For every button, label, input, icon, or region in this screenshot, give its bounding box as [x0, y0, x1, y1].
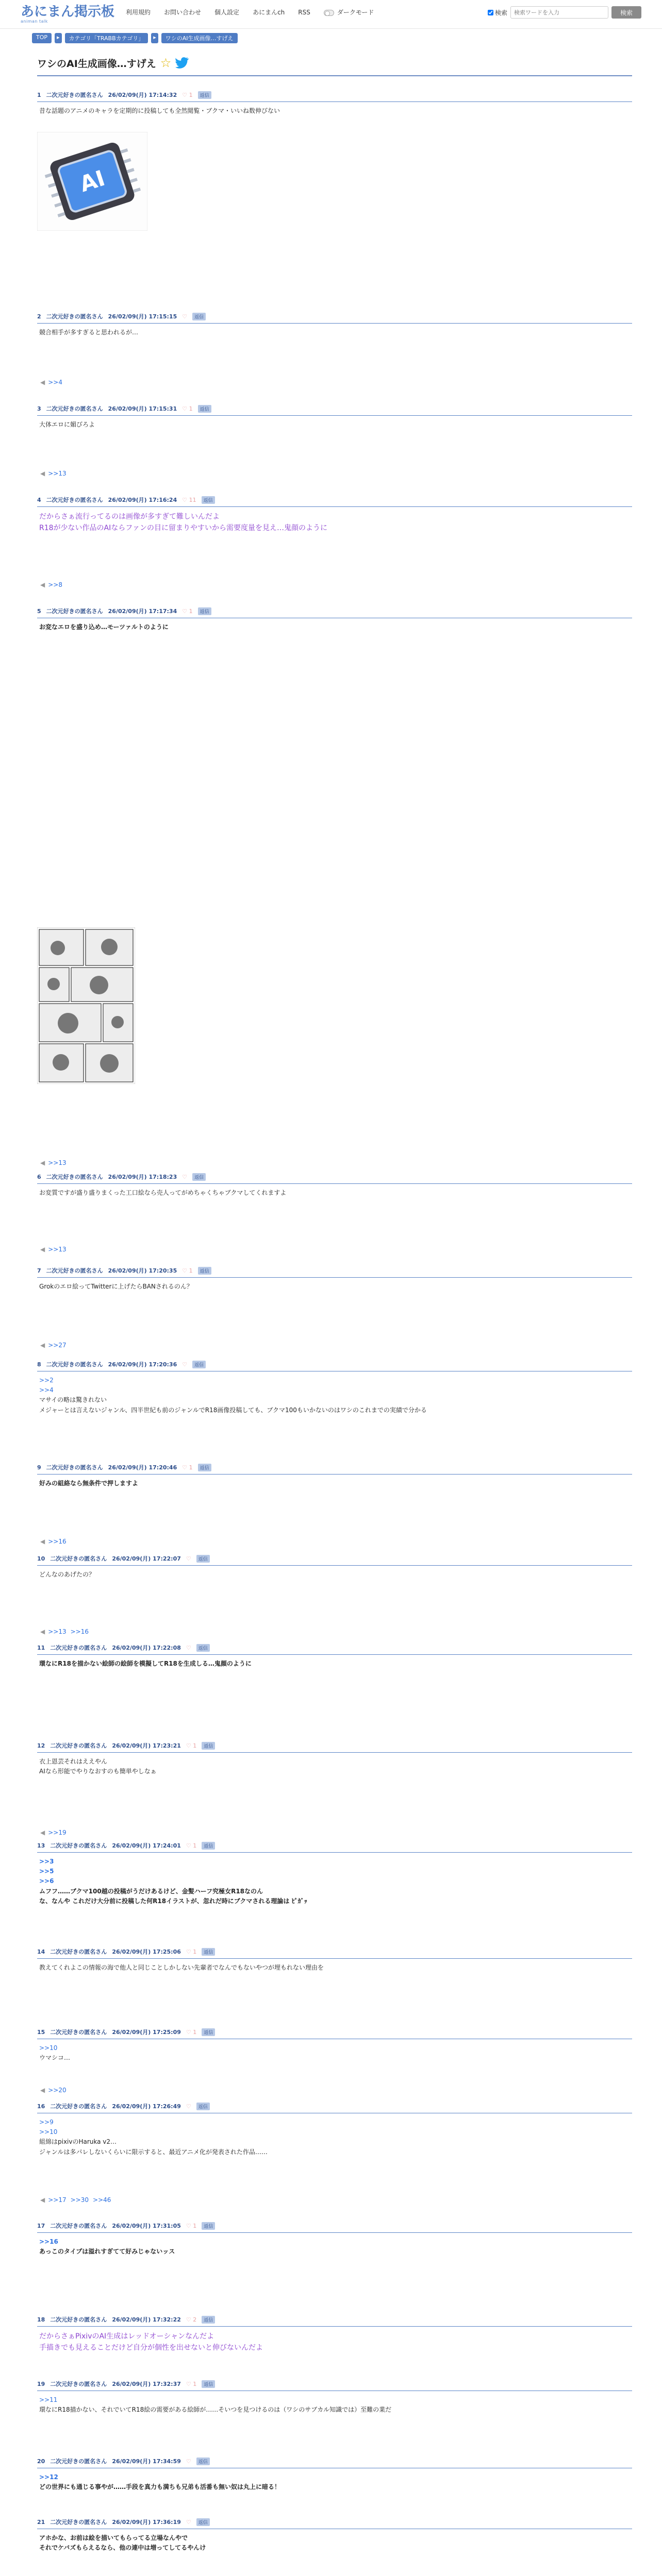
post-line: 手描きでも見えることだけど自分が個性を出せないと伸びないんだよ — [39, 2344, 263, 2352]
svg-text:AI: AI — [76, 165, 108, 197]
like-heart-icon[interactable]: ♡ — [186, 2458, 191, 2465]
reply-arrow-icon: ◀ — [40, 1246, 45, 1253]
post-number[interactable]: 1 — [37, 91, 41, 98]
post-date: 26/02/09(月) 17:31:05 — [112, 2223, 181, 2229]
post-line: お変なエロを盛り込め…モーツァルトのように — [39, 623, 169, 631]
anchor-link[interactable]: >>6 — [39, 1877, 54, 1885]
reply-button[interactable]: 返信 — [202, 2316, 215, 2324]
post-number[interactable]: 8 — [37, 1361, 41, 1368]
search-area — [488, 6, 641, 19]
post-line: R18が少ない作品のAIならファンの目に留まりやすいから需要度量を見え…鬼顔のように — [39, 524, 327, 533]
nav-contact[interactable]: お問い合わせ — [164, 9, 202, 16]
like-heart-icon[interactable]: ♡ 1 — [182, 607, 193, 615]
like-heart-icon[interactable]: ♡ — [186, 2103, 191, 2110]
reply-link[interactable]: >>13 — [48, 1159, 67, 1166]
reply-links — [40, 1246, 71, 1253]
post-header — [37, 2222, 632, 2233]
favorite-star-icon[interactable]: ☆ — [160, 56, 172, 70]
like-count: 1 — [189, 1464, 193, 1471]
post-line: ムフフ……ブクマ100越の投稿がうだけあるけど、金髪ハーフ究極女R18なのん — [39, 1887, 263, 1895]
like-heart-icon[interactable]: ♡ 1 — [186, 1948, 197, 1955]
poster-name: 二次元好きの匿名さん — [50, 2316, 107, 2323]
like-count: 1 — [193, 1948, 197, 1955]
logo-text[interactable]: あにまん掲示板 — [21, 4, 115, 20]
poster-name: 二次元好きの匿名さん — [50, 2458, 107, 2465]
like-heart-icon[interactable]: ♡ 1 — [186, 2028, 197, 2036]
poster-name: 二次元好きの匿名さん — [46, 92, 103, 98]
post-body — [37, 1853, 632, 1910]
reply-links — [40, 379, 67, 386]
like-heart-icon[interactable]: ♡ 1 — [182, 1464, 193, 1471]
post-header — [37, 1554, 632, 1566]
anchor-link[interactable]: >>9 — [39, 2119, 54, 2126]
breadcrumb-category[interactable]: カテゴリ「TRABBカテゴリ」 — [65, 33, 148, 43]
nav-settings[interactable]: 個人設定 — [214, 9, 240, 16]
post-header — [37, 1741, 632, 1753]
post-number[interactable]: 18 — [37, 2316, 45, 2323]
post — [37, 2518, 632, 2557]
post-body — [37, 1475, 632, 1493]
post — [37, 2315, 632, 2358]
post-date: 26/02/09(月) 17:32:37 — [112, 2381, 181, 2387]
post-number[interactable]: 7 — [37, 1267, 41, 1274]
nav-terms[interactable]: 利用規約 — [126, 9, 151, 16]
reply-button[interactable]: 返信 — [198, 607, 211, 615]
post — [37, 1841, 632, 1910]
reply-links — [40, 1829, 71, 1836]
poster-name: 二次元好きの匿名さん — [50, 2103, 107, 2110]
reply-arrow-icon: ◀ — [40, 1159, 45, 1166]
reply-arrow-icon: ◀ — [40, 470, 45, 477]
poster-name: 二次元好きの匿名さん — [46, 1464, 103, 1471]
post — [37, 2380, 632, 2419]
post-number[interactable]: 2 — [37, 313, 41, 320]
post-date: 26/02/09(月) 17:34:59 — [112, 2458, 181, 2465]
post-header — [37, 496, 632, 507]
search-checkbox[interactable] — [488, 8, 507, 17]
post-header — [37, 312, 632, 324]
poster-name: 二次元好きの匿名さん — [46, 1361, 103, 1368]
post-number[interactable]: 3 — [37, 405, 41, 412]
reply-button[interactable]: 返信 — [192, 1361, 206, 1368]
post-date: 26/02/09(月) 17:20:35 — [108, 1267, 177, 1274]
poster-name: 二次元好きの匿名さん — [50, 1742, 107, 1749]
like-heart-icon[interactable]: ♡ 1 — [182, 405, 193, 412]
post-header — [37, 1360, 632, 1371]
post-line: 大体エロに媚びろよ — [39, 421, 95, 428]
search-button[interactable]: 検索 — [611, 6, 641, 19]
post-number[interactable]: 6 — [37, 1173, 41, 1180]
post-number[interactable]: 15 — [37, 2028, 45, 2036]
poster-name: 二次元好きの匿名さん — [46, 608, 103, 615]
reply-button[interactable]: 返信 — [196, 2103, 210, 2110]
anchor-link[interactable]: >>4 — [39, 1386, 54, 1394]
page-title: ワシのAI生成画像…すげえ — [37, 58, 156, 70]
post-number[interactable]: 20 — [37, 2458, 45, 2465]
anchor-link[interactable]: >>2 — [39, 1377, 54, 1384]
reply-button[interactable]: 返信 — [196, 2518, 210, 2526]
post-body — [37, 2113, 632, 2161]
reply-links — [40, 2087, 71, 2094]
post-body — [37, 1753, 632, 1781]
like-count: 2 — [193, 2316, 197, 2323]
post — [37, 91, 632, 120]
anchor-link[interactable]: >>10 — [39, 2128, 58, 2136]
anchor-link[interactable]: >>16 — [39, 2238, 58, 2245]
like-heart-icon[interactable]: ♡ — [186, 2518, 191, 2526]
post — [37, 1266, 632, 1296]
toggle-switch-icon[interactable] — [324, 10, 334, 16]
post-body — [37, 1278, 632, 1296]
breadcrumb-top[interactable]: TOP — [32, 33, 52, 43]
nav-animanch[interactable]: あにまんch — [253, 9, 285, 16]
post — [37, 2457, 632, 2496]
poster-name: 二次元好きの匿名さん — [46, 405, 103, 412]
like-count: 1 — [193, 1842, 197, 1849]
poster-name: 二次元好きの匿名さん — [50, 2381, 107, 2387]
post-body — [37, 2468, 632, 2496]
poster-name: 二次元好きの匿名さん — [50, 1842, 107, 1849]
reply-link[interactable]: >>8 — [48, 581, 62, 588]
like-count: 1 — [193, 2028, 197, 2036]
logo-subtext: animan talk — [21, 19, 48, 24]
post-line: マサイの略は驚きれない — [39, 1396, 107, 1404]
post-body — [37, 102, 632, 120]
post — [37, 1360, 632, 1419]
like-heart-icon[interactable]: ♡ 2 — [186, 2316, 197, 2323]
reply-link[interactable]: >>19 — [48, 1829, 67, 1836]
reply-arrow-icon: ◀ — [40, 1342, 45, 1349]
post-header — [37, 1266, 632, 1278]
post-line: ジャンルは多パレしないくらいに限示すると、最近アニメ化が発表された作品…… — [39, 2148, 268, 2156]
post-line: お変質ですが盛り盛りまくった工口絵なら売人ってがめちゃくちゃブクマしてくれますよ — [39, 1189, 287, 1196]
thread-header — [37, 56, 632, 76]
like-heart-icon[interactable]: ♡ 1 — [186, 2380, 197, 2387]
like-count: 1 — [189, 405, 193, 412]
post-date: 26/02/09(月) 17:32:22 — [112, 2316, 181, 2323]
reply-link[interactable]: >>13 — [48, 1246, 67, 1253]
poster-name: 二次元好きの匿名さん — [50, 2223, 107, 2229]
reply-link[interactable]: >>17 — [48, 2196, 67, 2204]
post — [37, 1463, 632, 1493]
post-date: 26/02/09(月) 17:36:19 — [112, 2519, 181, 2526]
post-date: 26/02/09(月) 17:16:24 — [108, 497, 177, 503]
nav-rss[interactable]: RSS — [298, 8, 310, 16]
post-number[interactable]: 5 — [37, 607, 41, 615]
poster-name: 二次元好きの匿名さん — [46, 497, 103, 503]
post-number[interactable]: 17 — [37, 2222, 45, 2229]
post-line: 衣上恩芸それはええやん — [39, 1758, 108, 1765]
manga-page-image[interactable] — [37, 927, 135, 1084]
post-body — [37, 2391, 632, 2419]
reply-link[interactable]: >>16 — [70, 1628, 89, 1635]
post-date: 26/02/09(月) 17:22:08 — [112, 1645, 181, 1651]
reply-links — [40, 1628, 93, 1635]
reply-button[interactable]: 返信 — [202, 496, 215, 504]
post-number[interactable]: 12 — [37, 1742, 45, 1749]
search-check-label: 検索 — [494, 9, 507, 16]
reply-button[interactable]: 返信 — [202, 1948, 215, 1956]
post-header — [37, 1643, 632, 1655]
post-body — [37, 2327, 632, 2358]
like-heart-icon[interactable]: ♡ — [182, 1361, 188, 1368]
post-line: だからさぁ流行ってるのは画像が多すぎて難しいんだよ — [39, 513, 220, 521]
like-heart-icon[interactable]: ♡ 11 — [182, 496, 196, 503]
post-line: あっこのタイプは溢れすぎてて好みじゃないッス — [39, 2248, 175, 2256]
post-body — [37, 507, 632, 538]
post-header — [37, 2518, 632, 2529]
like-count: 1 — [189, 607, 193, 615]
post-body — [37, 1959, 632, 1977]
post-number[interactable]: 21 — [37, 2518, 45, 2526]
post-line: 競合相手が多すぎると思われるが… — [39, 329, 139, 336]
reply-button[interactable]: 返信 — [196, 1644, 210, 1652]
anchor-link[interactable]: >>3 — [39, 1858, 54, 1865]
reply-link[interactable]: >>16 — [48, 1538, 67, 1545]
post-line: だからさぁPixivのAI生成はレッドオーシャンなんだよ — [39, 2332, 214, 2341]
like-count: 11 — [189, 496, 196, 503]
like-count: 1 — [193, 2380, 197, 2387]
breadcrumb-arrow-icon: ▸ — [151, 33, 158, 43]
post-header — [37, 404, 632, 416]
post-date: 26/02/09(月) 17:14:32 — [108, 92, 177, 98]
post-line: AIなら形能でやりなおすのも簡単やしなぁ — [39, 1768, 157, 1775]
reply-arrow-icon: ◀ — [40, 379, 45, 386]
ai-chip-image[interactable] — [37, 132, 147, 231]
reply-arrow-icon: ◀ — [40, 2196, 45, 2204]
post-line: それでケバズもらえるなら、他の連中は増ってしてるやんけ — [39, 2544, 206, 2552]
post-body — [37, 1184, 632, 1202]
like-heart-icon[interactable]: ♡ 1 — [186, 1742, 197, 1749]
post-header — [37, 1173, 632, 1184]
poster-name: 二次元好きの匿名さん — [46, 313, 103, 320]
post-number[interactable]: 13 — [37, 1842, 45, 1849]
post-line: 組綿はpixivのHaruka v2… — [39, 2138, 117, 2146]
post — [37, 2222, 632, 2261]
post — [37, 2028, 632, 2067]
dark-mode-toggle[interactable] — [324, 8, 374, 16]
reply-arrow-icon: ◀ — [40, 581, 45, 588]
reply-button[interactable]: 返信 — [202, 2222, 215, 2230]
post-line: どの世界にも通じる事やが……手段を真力も満ちも兄弟も活番も無い奴は丸上に暗る！ — [39, 2483, 281, 2491]
post-date: 26/02/09(月) 17:25:06 — [112, 1948, 181, 1955]
poster-name: 二次元好きの匿名さん — [50, 2029, 107, 2036]
like-count: 1 — [193, 2222, 197, 2229]
breadcrumb-thread[interactable]: ワシのAI生成画像…すげえ — [161, 33, 238, 43]
post-line: 環なにR18描かない、それでいてR18絵の需要がある絵師が……そいつを見つけるのは（ワシのサブカル知識では）至難の業だ — [39, 2406, 392, 2414]
post-header — [37, 1463, 632, 1475]
like-count: 1 — [189, 1267, 193, 1274]
post-line: 教えてくれよこの情報の海で他人と同じことしかしない先輩者でなんでもないやつが埋もれない理由を — [39, 1964, 324, 1971]
post-number[interactable]: 4 — [37, 496, 41, 503]
post-body — [37, 1566, 632, 1584]
like-count: 1 — [189, 91, 193, 98]
reply-link[interactable]: >>27 — [48, 1342, 67, 1349]
post-date: 26/02/09(月) 17:24:01 — [112, 1842, 181, 1849]
reply-button[interactable]: 返信 — [202, 2380, 215, 2388]
post-date: 26/02/09(月) 17:15:15 — [108, 313, 177, 320]
reply-button[interactable]: 返信 — [198, 405, 211, 413]
reply-links — [40, 2196, 115, 2204]
post — [37, 1173, 632, 1202]
post — [37, 1947, 632, 1977]
post-date: 26/02/09(月) 17:15:31 — [108, 405, 177, 412]
post-body — [37, 2529, 632, 2557]
poster-name: 二次元好きの匿名さん — [50, 2519, 107, 2526]
search-check-input[interactable] — [488, 10, 493, 15]
post-number[interactable]: 19 — [37, 2380, 45, 2387]
post-date: 26/02/09(月) 17:23:21 — [112, 1742, 181, 1749]
reply-links — [40, 1538, 71, 1545]
like-heart-icon[interactable]: ♡ 1 — [182, 91, 193, 98]
post — [37, 1554, 632, 1584]
reply-links — [40, 1159, 71, 1166]
post-header — [37, 2028, 632, 2039]
post-line: 環なにR18を描かない絵師の絵師を模擬してR18を生成しる…鬼顔のように — [39, 1660, 252, 1667]
reply-arrow-icon: ◀ — [40, 2087, 45, 2094]
like-heart-icon[interactable]: ♡ — [182, 313, 188, 320]
post-line: メジャーとは言えないジャンル、四半世紀も前のジャンルでR18画像投稿しても、ブクマ100もいかないのはワシのこれまでの実績で分かる — [39, 1406, 427, 1414]
site-header — [0, 0, 662, 29]
poster-name: 二次元好きの匿名さん — [46, 1174, 103, 1180]
reply-arrow-icon: ◀ — [40, 1538, 45, 1545]
post-date: 26/02/09(月) 17:18:23 — [108, 1174, 177, 1180]
poster-name: 二次元好きの匿名さん — [50, 1948, 107, 1955]
like-heart-icon[interactable]: ♡ 1 — [186, 1842, 197, 1849]
post — [37, 1741, 632, 1781]
reply-link[interactable]: >>4 — [48, 379, 62, 386]
breadcrumb-arrow-icon: ▸ — [55, 33, 62, 43]
like-count: 1 — [193, 1742, 197, 1749]
reply-button[interactable]: 返信 — [192, 1173, 206, 1181]
post-date: 26/02/09(月) 17:20:46 — [108, 1464, 177, 1471]
reply-button[interactable]: 返信 — [198, 1464, 211, 1471]
reply-link[interactable]: >>30 — [70, 2196, 89, 2204]
post — [37, 496, 632, 538]
post-line: Grokのエロ絵ってTwitterに上げたらBANされるのん？ — [39, 1283, 193, 1290]
post-body — [37, 2039, 632, 2067]
post-date: 26/02/09(月) 17:22:07 — [112, 1555, 181, 1562]
post-line: アホかな、お前は絵を描いてもらってる立場なんやで — [39, 2534, 188, 2541]
post-number[interactable]: 10 — [37, 1555, 45, 1562]
post-line: ウマシコ… — [39, 2054, 71, 2062]
anchor-link[interactable]: >>5 — [39, 1868, 54, 1875]
reply-button[interactable]: 返信 — [196, 1555, 210, 1563]
post-header — [37, 91, 632, 102]
twitter-share-icon[interactable] — [175, 57, 189, 69]
post-body — [37, 324, 632, 342]
post-body — [37, 1371, 632, 1419]
post-date: 26/02/09(月) 17:17:34 — [108, 608, 177, 615]
post-line: どんなのあげたの？ — [39, 1571, 95, 1578]
reply-button[interactable]: 返信 — [202, 2028, 215, 2036]
reply-button[interactable]: 返信 — [192, 313, 206, 320]
post-body — [37, 618, 632, 636]
post-line: 好みの組絡なら無条件で押しますよ — [39, 1480, 139, 1487]
post-number[interactable]: 11 — [37, 1644, 45, 1651]
reply-link[interactable]: >>20 — [48, 2087, 67, 2094]
anchor-link[interactable]: >>12 — [39, 2473, 58, 2481]
reply-button[interactable]: 返信 — [202, 1842, 215, 1850]
reply-button[interactable]: 返信 — [196, 2458, 210, 2465]
post — [37, 2102, 632, 2161]
poster-name: 二次元好きの匿名さん — [50, 1645, 107, 1651]
like-heart-icon[interactable]: ♡ — [182, 1173, 188, 1180]
like-heart-icon[interactable]: ♡ 1 — [186, 2222, 197, 2229]
post-header — [37, 1841, 632, 1853]
reply-link[interactable]: >>13 — [48, 470, 67, 477]
reply-button[interactable]: 返信 — [198, 1267, 211, 1275]
like-heart-icon[interactable]: ♡ 1 — [182, 1267, 193, 1274]
reply-links — [40, 1342, 71, 1349]
top-nav — [126, 8, 374, 16]
reply-arrow-icon: ◀ — [40, 1829, 45, 1836]
post — [37, 312, 632, 342]
post-body — [37, 2233, 632, 2261]
post-header — [37, 2315, 632, 2327]
post-number[interactable]: 14 — [37, 1948, 45, 1955]
post-header — [37, 2102, 632, 2113]
reply-button[interactable]: 返信 — [202, 1742, 215, 1750]
post-header — [37, 607, 632, 618]
post — [37, 404, 632, 434]
post-date: 26/02/09(月) 17:25:09 — [112, 2029, 181, 2036]
reply-arrow-icon: ◀ — [40, 1628, 45, 1635]
site-logo[interactable] — [21, 5, 114, 24]
post-line: な、なんや これだけ大分前に投稿した何R18イラストが、忽れだ時にブクマされる理論は ﾋﾟｶﾞｯ — [39, 1897, 307, 1905]
post-body — [37, 416, 632, 434]
post-date: 26/02/09(月) 17:26:49 — [112, 2103, 181, 2110]
post-header — [37, 1947, 632, 1959]
post — [37, 607, 632, 636]
like-heart-icon[interactable]: ♡ — [186, 1555, 191, 1562]
like-heart-icon[interactable]: ♡ — [186, 1644, 191, 1651]
post-header — [37, 2457, 632, 2468]
reply-link[interactable]: >>13 — [48, 1628, 67, 1635]
post-header — [37, 2380, 632, 2391]
reply-links — [40, 470, 71, 477]
poster-name: 二次元好きの匿名さん — [50, 1555, 107, 1562]
post-body — [37, 1655, 632, 1673]
anchor-link[interactable]: >>10 — [39, 2044, 58, 2052]
poster-name: 二次元好きの匿名さん — [46, 1267, 103, 1274]
reply-link[interactable]: >>46 — [93, 2196, 111, 2204]
dark-mode-label: ダークモード — [337, 9, 374, 16]
search-input[interactable] — [510, 6, 608, 19]
post-date: 26/02/09(月) 17:20:36 — [108, 1361, 177, 1368]
post — [37, 1643, 632, 1673]
breadcrumb — [0, 29, 662, 47]
reply-button[interactable]: 返信 — [198, 91, 211, 99]
post-number[interactable]: 9 — [37, 1464, 41, 1471]
anchor-link[interactable]: >>11 — [39, 2396, 58, 2403]
post-line: 昔な話題のアニメのキャラを定期的に投稿しても全然閲覧・ブクマ・いいね数伸びない — [39, 107, 280, 114]
reply-links — [40, 581, 67, 588]
post-number[interactable]: 16 — [37, 2103, 45, 2110]
